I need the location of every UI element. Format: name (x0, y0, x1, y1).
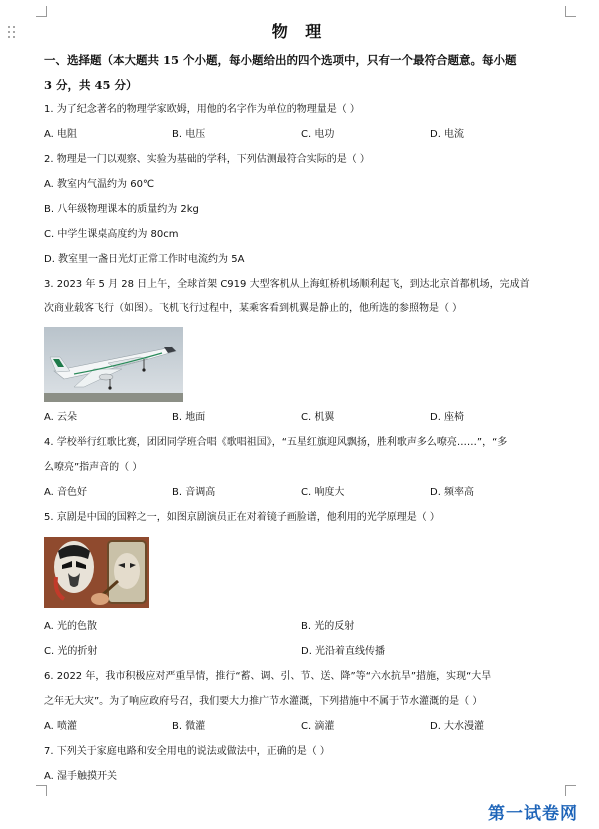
option-a: A. 云朵 (44, 412, 78, 423)
watermark-logo: 第一试卷网 (488, 804, 578, 824)
option-c: C. 电功 (301, 129, 335, 140)
option-a: A. 教室内气温约为 60℃ (44, 179, 155, 190)
option-a: A. 光的色散 (44, 621, 98, 632)
option-d: D. 教室里一盏日光灯正常工作时电流约为 5A (44, 254, 245, 265)
option-d: D. 光沿着直线传播 (301, 646, 386, 657)
option-b: B. 八年级物理课本的质量约为 2kg (44, 204, 199, 215)
crop-mark-top-left (36, 6, 47, 17)
crop-mark-bottom-right (565, 785, 576, 796)
question-stem: 5. 京剧是中国的国粹之一，如图京剧演员正在对着镜子画脸谱，他利用的光学原理是（ ） (44, 512, 440, 523)
option-c: C. 光的折射 (44, 646, 98, 657)
question-stem: 1. 为了纪念著名的物理学家欧姆，用他的名字作为单位的物理量是（ ） (44, 104, 360, 115)
question-stem: 7. 下列关于家庭电路和安全用电的说法或做法中，正确的是（ ） (44, 746, 330, 757)
option-c: C. 中学生课桌高度约为 80cm (44, 229, 179, 240)
option-c: C. 响度大 (301, 487, 345, 498)
crop-mark-bottom-left (36, 785, 47, 796)
page-title: 物 理 (271, 22, 328, 41)
question-stem: 3. 2023 年 5 月 28 日上午，全球首架 C919 大型客机从上海虹桥机场顺利起飞，到达北京首都机场，完成首 (44, 279, 530, 290)
option-d: D. 大水漫灌 (430, 721, 485, 732)
question-stem: 2. 物理是一门以观察、实验为基础的学科，下列估测最符合实际的是（ ） (44, 154, 370, 165)
question-stem-cont: 次商业载客飞行（如图）。飞机飞行过程中，某乘客看到机翼是静止的，他所选的参照物是（ ） (44, 303, 463, 314)
question-stem-cont: 之年无大灾”。为了响应政府号召，我们要大力推广节水灌溉，下列措施中不属于节水灌溉的是（ ） (44, 696, 483, 707)
option-a: A. 音色好 (44, 487, 88, 498)
question-stem-cont: 么嘹亮”指声音的（ ） (44, 462, 143, 473)
option-d: D. 电流 (430, 129, 465, 140)
option-b: B. 微灌 (172, 721, 206, 732)
section-heading: 一、选择题（本大题共 15 个小题，每小题给出的四个选项中，只有一个最符合题意。每小题 (44, 53, 517, 67)
section-heading-cont: 3 分，共 45 分） (44, 78, 138, 92)
peking-opera-mirror-image (44, 537, 149, 608)
option-d: D. 座椅 (430, 412, 465, 423)
question-stem: 4. 学校举行红歌比赛，团团同学班合唱《歌唱祖国》，“五星红旗迎风飘扬，胜利歌声多么嘹亮……”，“多 (44, 437, 508, 448)
c919-airplane-image (44, 327, 183, 402)
option-a: A. 喷灌 (44, 721, 78, 732)
option-b: B. 地面 (172, 412, 206, 423)
option-b: B. 电压 (172, 129, 206, 140)
option-c: C. 滴灌 (301, 721, 335, 732)
option-a: A. 湿手触摸开关 (44, 771, 118, 782)
option-a: A. 电阻 (44, 129, 78, 140)
option-c: C. 机翼 (301, 412, 335, 423)
option-b: B. 光的反射 (301, 621, 355, 632)
option-b: B. 音调高 (172, 487, 216, 498)
question-stem: 6. 2022 年，我市积极应对严重旱情，推行“蓄、调、引、节、送、降”等“六水抗旱”措施，实现“大旱 (44, 671, 492, 682)
crop-mark-top-right (565, 6, 576, 17)
option-d: D. 频率高 (430, 487, 475, 498)
